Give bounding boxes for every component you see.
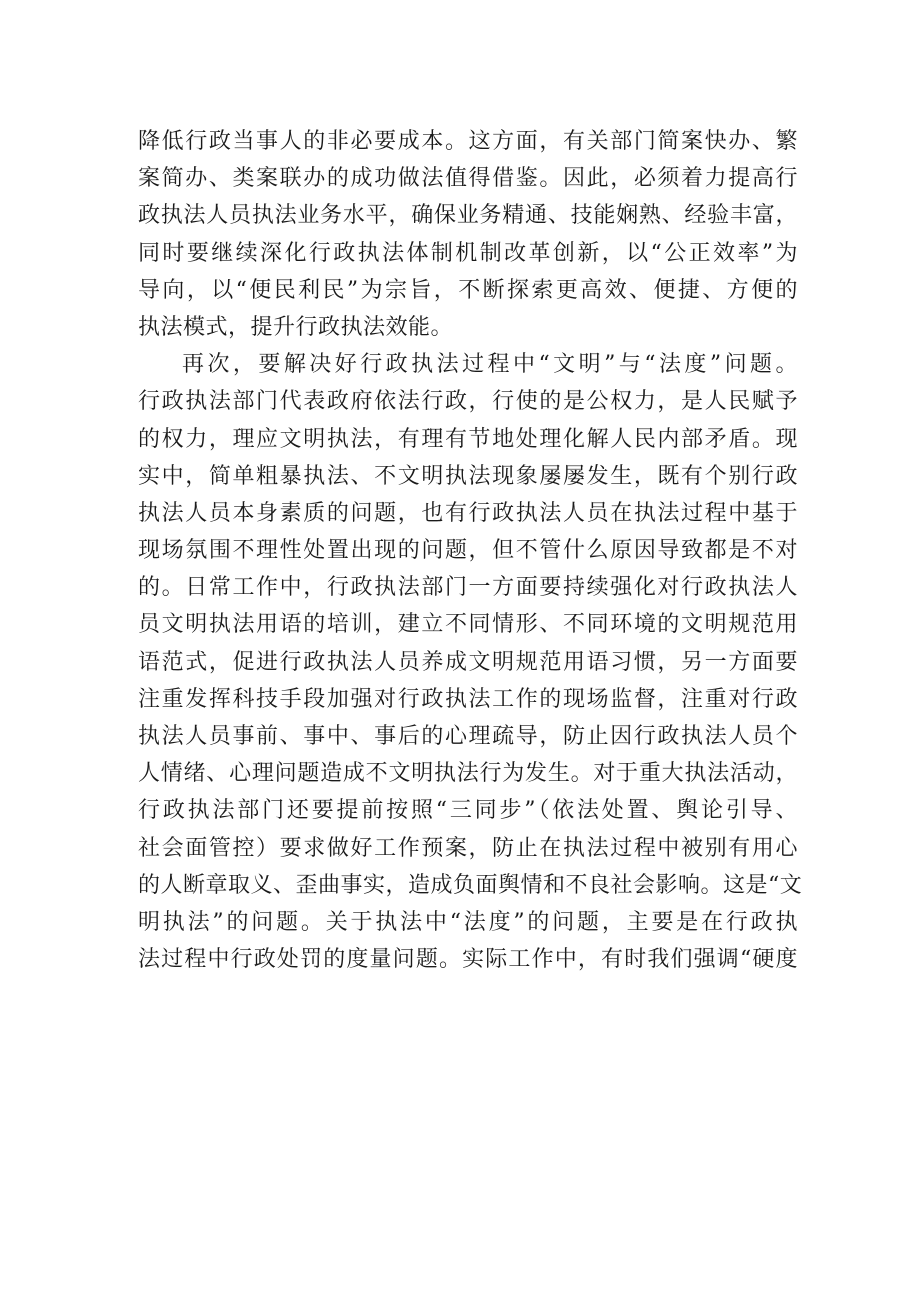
- text-line: 实中，简单粗暴执法、不文明执法现象屡屡发生，既有个别行政: [138, 463, 798, 489]
- text-line: 的人断章取义、歪曲事实，造成负面舆情和不良社会影响。这是“文: [138, 872, 803, 898]
- paragraph-2: [138, 346, 803, 978]
- text-line: 执法人员事前、事中、事后的心理疏导，防止因行政执法人员个: [138, 724, 798, 749]
- text-line: 案简办、类案联办的成功做法值得借鉴。因此，必须着力提高行: [138, 166, 798, 192]
- text-line: 执法模式，提升行政执法效能。: [138, 314, 454, 340]
- text-line: 的。日常工作中，行政执法部门一方面要持续强化对行政执法人: [138, 575, 798, 601]
- text-line: 明执法”的问题。关于执法中“法度”的问题，主要是在行政执: [138, 909, 798, 935]
- text-line: 政执法人员执法业务水平，确保业务精通、技能娴熟、经验丰富，: [138, 203, 798, 229]
- text-line: 社会面管控）要求做好工作预案，防止在执法过程中被别有用心: [138, 835, 798, 861]
- document-body: [138, 123, 803, 978]
- paragraph-1: [138, 123, 798, 346]
- text-line: 再次，要解决好行政执法过程中“文明”与“法度”问题。: [182, 352, 798, 378]
- text-line: 行政执法部门代表政府依法行政，行使的是公权力，是人民赋予: [138, 389, 798, 415]
- text-line: 人情绪、心理问题造成不文明执法行为发生。对于重大执法活动，: [138, 761, 798, 787]
- text-line: 注重发挥科技手段加强对行政执法工作的现场监督，注重对行政: [138, 686, 798, 712]
- text-line: 语范式，促进行政执法人员养成文明规范用语习惯，另一方面要: [138, 649, 798, 675]
- text-line: 法过程中行政处罚的度量问题。实际工作中，有时我们强调“硬度: [138, 947, 798, 973]
- text-line: 的权力，理应文明执法，有理有节地处理化解人民内部矛盾。现: [138, 426, 798, 452]
- text-line: 降低行政当事人的非必要成本。这方面，有关部门简案快办、繁: [138, 129, 798, 154]
- text-line: 导向，以“便民利民”为宗旨，不断探索更高效、便捷、方便的: [138, 277, 798, 303]
- text-line: 同时要继续深化行政执法体制机制改革创新，以“公正效率”为: [138, 240, 798, 266]
- text-line: 行政执法部门还要提前按照“三同步”（依法处置、舆论引导、: [138, 798, 798, 824]
- text-line: 员文明执法用语的培训，建立不同情形、不同环境的文明规范用: [138, 612, 798, 638]
- text-line: 执法人员本身素质的问题，也有行政执法人员在执法过程中基于: [138, 500, 798, 526]
- text-line: 现场氛围不理性处置出现的问题，但不管什么原因导致都是不对: [138, 538, 798, 564]
